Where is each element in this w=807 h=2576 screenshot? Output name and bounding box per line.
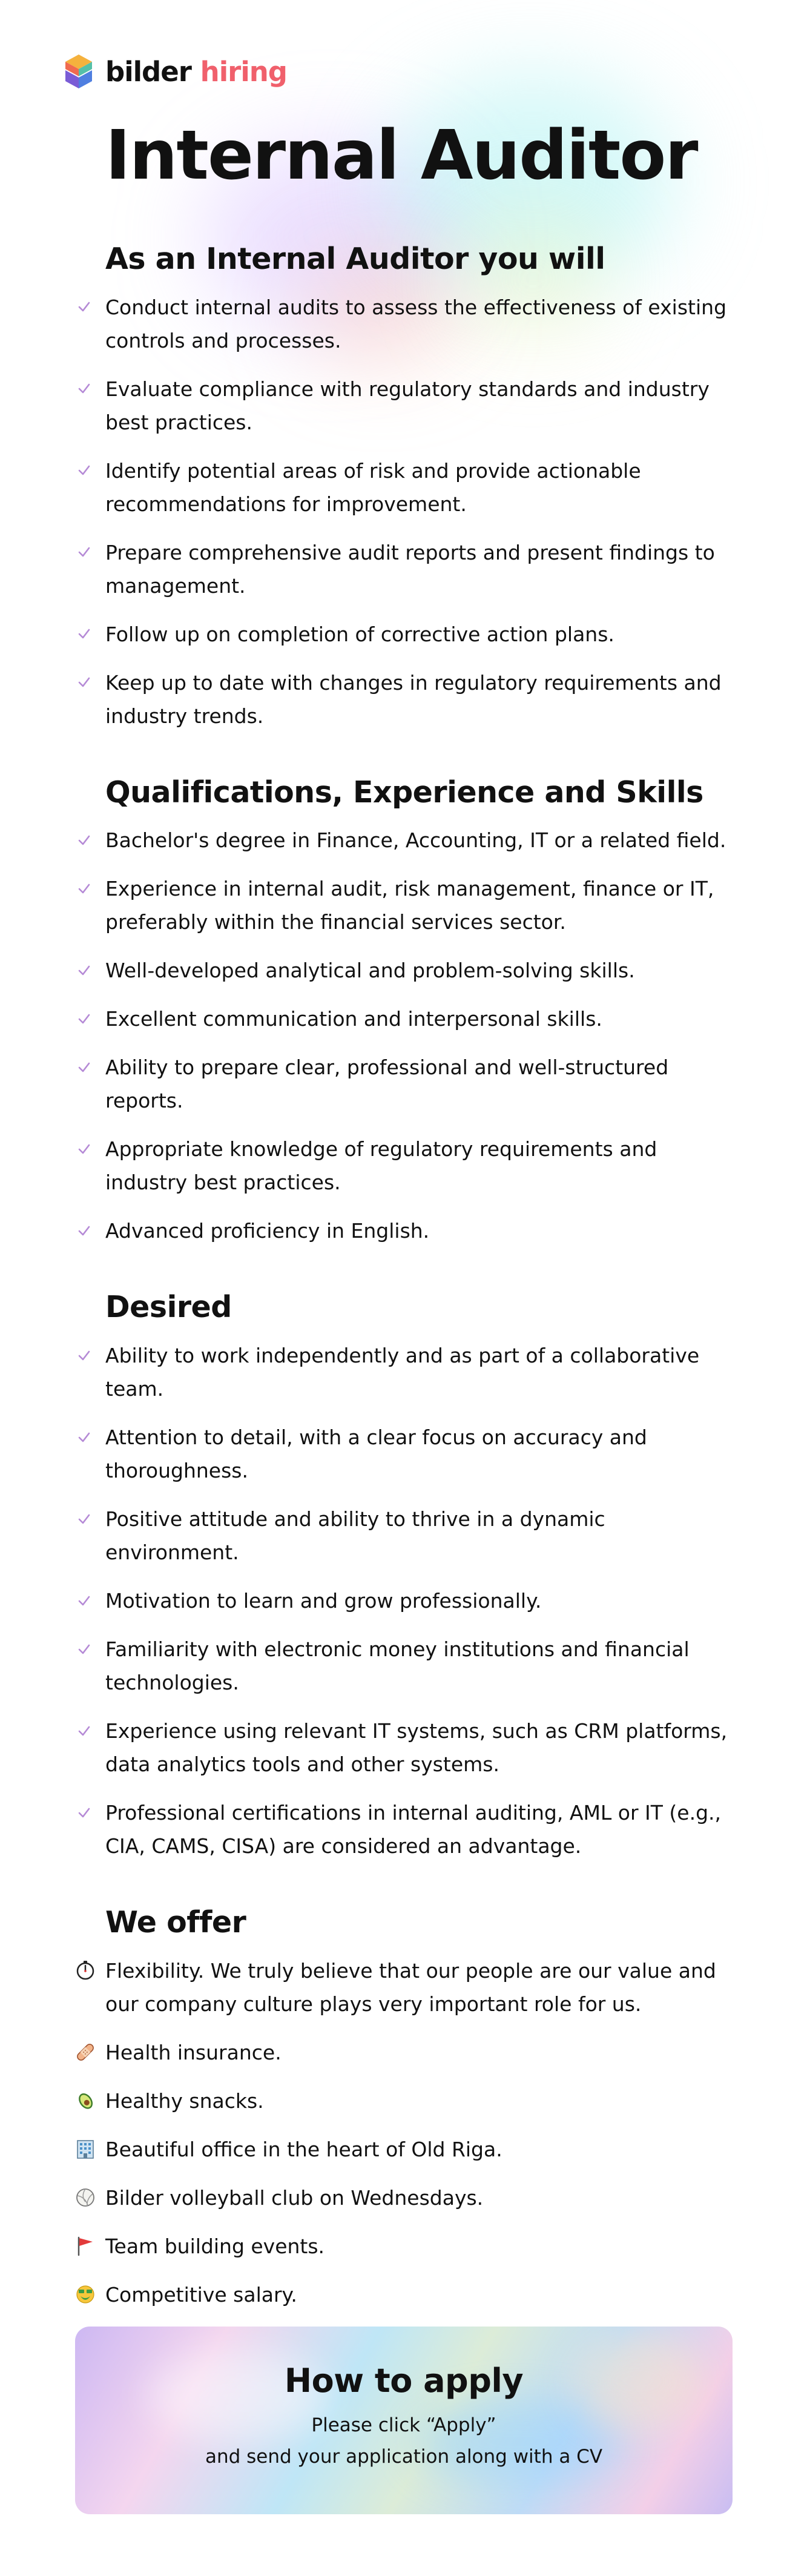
red-flag-icon <box>75 2230 96 2263</box>
checkmark-icon <box>75 1339 93 1372</box>
checkmark-icon <box>75 372 93 406</box>
money-face-icon <box>75 2278 96 2311</box>
list-item-text: Professional certifications in internal auditing, AML or IT (e.g., CIA, CAMS, CISA) are considered an advantage. <box>105 1801 722 1858</box>
how-to-apply-card <box>75 2327 733 2514</box>
brand-logo[interactable] <box>61 52 287 91</box>
list-item-text: Competitive salary. <box>105 2282 297 2307</box>
list-item-text: Familiarity with electronic money institutions and financial technologies. <box>105 1637 690 1695</box>
list-item-text: Flexibility. We truly believe that our people are our value and our company culture plays very important role for us. <box>105 1958 716 2016</box>
checkmark-icon <box>75 1214 93 1247</box>
list-item <box>75 1633 735 1699</box>
section-title: As an Internal Auditor you will <box>105 242 605 276</box>
checkmark-icon <box>75 1796 93 1829</box>
list-item <box>75 1796 735 1863</box>
checkmark-icon <box>75 666 93 699</box>
list-item-text: Keep up to date with changes in regulatory requirements and industry trends. <box>105 670 722 728</box>
checkmark-icon <box>75 1502 93 1536</box>
checkmark-icon <box>75 954 93 987</box>
section-list <box>75 824 735 1247</box>
list-item-text: Experience using relevant IT systems, such as CRM platforms, data analytics tools and other systems. <box>105 1719 728 1777</box>
section-list <box>75 1954 735 2360</box>
list-item <box>75 954 735 987</box>
section-list <box>75 291 735 733</box>
brand-word-bilder: bilder <box>105 55 191 88</box>
list-item <box>75 1714 735 1781</box>
job-description <box>75 240 735 2375</box>
list-item <box>75 2230 735 2263</box>
list-item <box>75 1132 735 1199</box>
list-item <box>75 2036 735 2069</box>
list-item <box>75 618 735 651</box>
brand-word-hiring: hiring <box>200 55 287 88</box>
list-item-text: Identify potential areas of risk and provide actionable recommendations for improvement. <box>105 458 641 516</box>
checkmark-icon <box>75 1002 93 1035</box>
list-item-text: Ability to prepare clear, professional and well-structured reports. <box>105 1055 669 1113</box>
checkmark-icon <box>75 291 93 324</box>
checkmark-icon <box>75 1421 93 1454</box>
how-to-apply-line-2: and send your application along with a CV <box>205 2445 603 2468</box>
office-building-icon <box>75 2133 96 2166</box>
list-item <box>75 291 735 357</box>
section-title: Qualifications, Experience and Skills <box>105 774 703 810</box>
list-item-text: Bachelor's degree in Finance, Accounting, IT or a related field. <box>105 828 726 853</box>
list-item <box>75 1002 735 1035</box>
list-item <box>75 454 735 521</box>
how-to-apply-line-1: Please click “Apply” <box>311 2414 496 2436</box>
list-item-text: Evaluate compliance with regulatory standards and industry best practices. <box>105 377 710 434</box>
brand-wordmark <box>105 55 287 88</box>
list-item <box>75 536 735 603</box>
list-item <box>75 372 735 439</box>
list-item-text: Team building events. <box>105 2234 325 2258</box>
list-item-text: Excellent communication and interpersonal skills. <box>105 1007 602 1031</box>
list-item <box>75 1339 735 1405</box>
section-list <box>75 1339 735 1863</box>
list-item-text: Advanced proficiency in English. <box>105 1219 430 1243</box>
list-item-text: Healthy snacks. <box>105 2089 264 2113</box>
list-item-text: Beautiful office in the heart of Old Riga. <box>105 2137 502 2161</box>
list-item <box>75 2084 735 2118</box>
list-item-text: Prepare comprehensive audit reports and present findings to management. <box>105 540 715 598</box>
list-item-text: Ability to work independently and as part of a collaborative team. <box>105 1344 700 1401</box>
list-item <box>75 1954 735 2021</box>
stopwatch-icon <box>75 1954 96 1987</box>
avocado-icon <box>75 2084 96 2118</box>
list-item <box>75 1214 735 1247</box>
list-item <box>75 1421 735 1487</box>
list-item-text: Motivation to learn and grow professionally. <box>105 1589 542 1613</box>
list-item <box>75 2181 735 2214</box>
list-item <box>75 666 735 733</box>
section-title: Desired <box>105 1290 232 1325</box>
list-item <box>75 2133 735 2166</box>
list-item <box>75 1584 735 1617</box>
checkmark-icon <box>75 536 93 569</box>
list-item <box>75 1051 735 1117</box>
list-item-text: Experience in internal audit, risk management, finance or IT, preferably within the financial services sector. <box>105 877 714 934</box>
page-title: Internal Auditor <box>105 116 697 195</box>
list-item-text: Attention to detail, with a clear focus on accuracy and thoroughness. <box>105 1425 647 1483</box>
section-title: We offer <box>105 1905 246 1940</box>
list-item-text: Conduct internal audits to assess the effectiveness of existing controls and processes. <box>105 295 727 352</box>
list-item <box>75 2278 735 2311</box>
sections <box>75 240 735 2360</box>
list-item <box>75 872 735 939</box>
checkmark-icon <box>75 1633 93 1666</box>
list-item-text: Follow up on completion of corrective action plans. <box>105 622 614 646</box>
how-to-apply-title: How to apply <box>284 2362 524 2400</box>
list-item <box>75 824 735 857</box>
list-item-text: Appropriate knowledge of regulatory requirements and industry best practices. <box>105 1137 657 1195</box>
list-item-text: Well-developed analytical and problem-solving skills. <box>105 959 635 983</box>
list-item-text: Positive attitude and ability to thrive in a dynamic environment. <box>105 1507 605 1565</box>
checkmark-icon <box>75 618 93 651</box>
list-item <box>75 1502 735 1569</box>
list-item-text: Bilder volleyball club on Wednesdays. <box>105 2185 484 2210</box>
checkmark-icon <box>75 1051 93 1084</box>
bandage-icon <box>75 2036 96 2069</box>
checkmark-icon <box>75 872 93 905</box>
checkmark-icon <box>75 824 93 857</box>
checkmark-icon <box>75 1714 93 1748</box>
checkmark-icon <box>75 1584 93 1617</box>
checkmark-icon <box>75 454 93 487</box>
list-item-text: Health insurance. <box>105 2040 282 2064</box>
checkmark-icon <box>75 1132 93 1166</box>
volleyball-icon <box>75 2181 96 2214</box>
bilder-cube-icon <box>61 52 97 91</box>
